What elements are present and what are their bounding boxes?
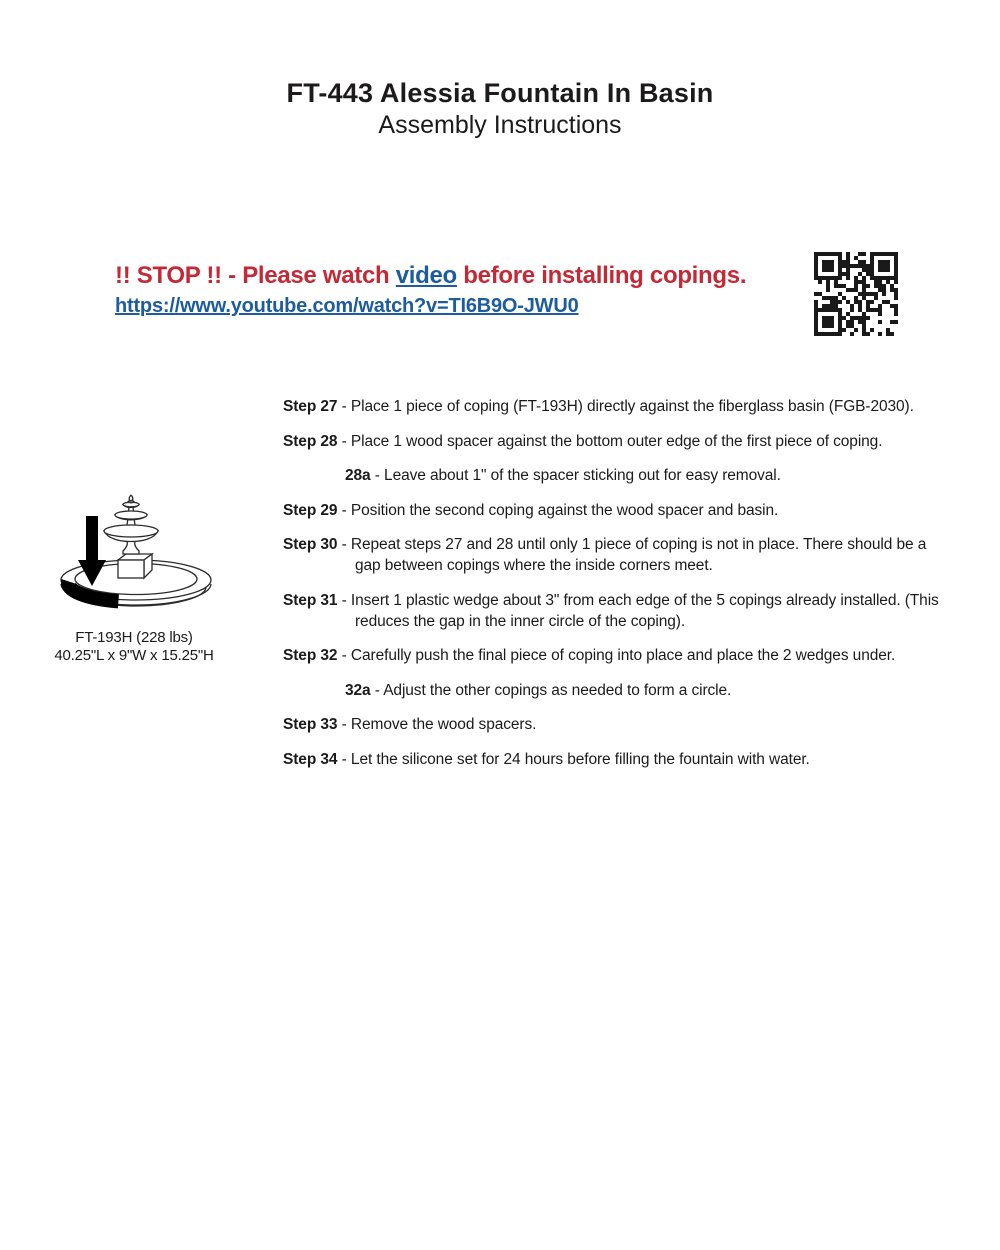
step-label: Step 32 <box>283 647 338 664</box>
step-label: Step 28 <box>283 432 338 450</box>
step-label: Step 29 <box>283 501 338 519</box>
qr-code-image <box>814 252 898 336</box>
step-separator: - <box>337 398 351 415</box>
step-text: Adjust the other copings as needed to form a circle. <box>383 681 732 699</box>
fountain-line-drawing <box>56 494 216 626</box>
step-text: Insert 1 plastic wedge about 3" from each edge of the 5 copings already installed. (This reduces the gap in the inner circle of the coping). <box>350 591 939 630</box>
step-text: Remove the wood spacers. <box>350 716 537 733</box>
step-text: Carefully push the final piece of coping into place and place the 2 wedges under. <box>350 647 896 664</box>
step-text: Place 1 wood spacer against the bottom outer edge of the first piece of coping. <box>350 432 883 450</box>
step-separator: - <box>337 591 351 609</box>
figure-caption-model: FT-193H (228 lbs) <box>75 629 193 646</box>
step-item <box>283 645 951 666</box>
step-label: Step 27 <box>283 398 338 415</box>
arrow-down-indicator <box>78 516 106 586</box>
step-separator: - <box>337 716 351 733</box>
step-label: Step 33 <box>283 716 338 733</box>
step-item <box>283 431 951 452</box>
step-item <box>283 500 951 521</box>
stop-notice-line <box>115 262 746 290</box>
step-item <box>283 534 951 576</box>
step-separator: - <box>370 681 384 699</box>
step-text: Let the silicone set for 24 hours before filling the fountain with water. <box>350 750 810 768</box>
step-separator: - <box>337 750 351 768</box>
step-item <box>283 590 951 632</box>
step-separator: - <box>337 536 351 553</box>
step-label: 28a <box>345 467 371 484</box>
fountain-figure <box>56 494 216 626</box>
step-item <box>283 396 951 417</box>
step-text: Position the second coping against the wood spacer and basin. <box>350 501 779 519</box>
step-item <box>345 465 951 486</box>
page-subtitle: Assembly Instructions <box>378 111 622 139</box>
step-separator: - <box>337 647 351 664</box>
step-item <box>283 714 951 735</box>
step-separator: - <box>370 467 385 484</box>
steps-list <box>283 396 951 783</box>
step-label: Step 34 <box>283 750 338 768</box>
stop-notice <box>115 262 746 318</box>
stop-notice-prefix: !! STOP !! - Please watch <box>115 262 396 289</box>
step-label: 32a <box>345 681 371 699</box>
page-title: FT-443 Alessia Fountain In Basin <box>286 78 714 108</box>
step-text: Repeat steps 27 and 28 until only 1 piece of coping is not in place. There should be a gap between copings where the inside corners meet. <box>350 536 927 574</box>
step-separator: - <box>337 432 351 450</box>
step-text: Place 1 piece of coping (FT-193H) directly against the fiberglass basin (FGB-2030). <box>350 398 914 415</box>
step-label: Step 31 <box>283 591 338 609</box>
video-link[interactable]: video <box>395 262 457 289</box>
title-block <box>0 76 1000 140</box>
figure-caption-dimensions: 40.25"L x 9"W x 15.25"H <box>54 646 214 664</box>
qr-code <box>814 252 898 336</box>
figure-caption <box>24 629 244 664</box>
highlighted-coping-segment <box>68 581 118 601</box>
step-item <box>283 749 951 770</box>
step-separator: - <box>337 501 351 519</box>
stop-notice-suffix: before installing copings. <box>456 262 747 289</box>
step-label: Step 30 <box>283 536 338 553</box>
step-text: Leave about 1" of the spacer sticking out for easy removal. <box>384 467 781 484</box>
fountain-statue <box>104 495 158 578</box>
step-item <box>345 680 951 701</box>
youtube-url-link[interactable]: https://www.youtube.com/watch?v=TI6B9O-JWU0 <box>115 295 579 317</box>
